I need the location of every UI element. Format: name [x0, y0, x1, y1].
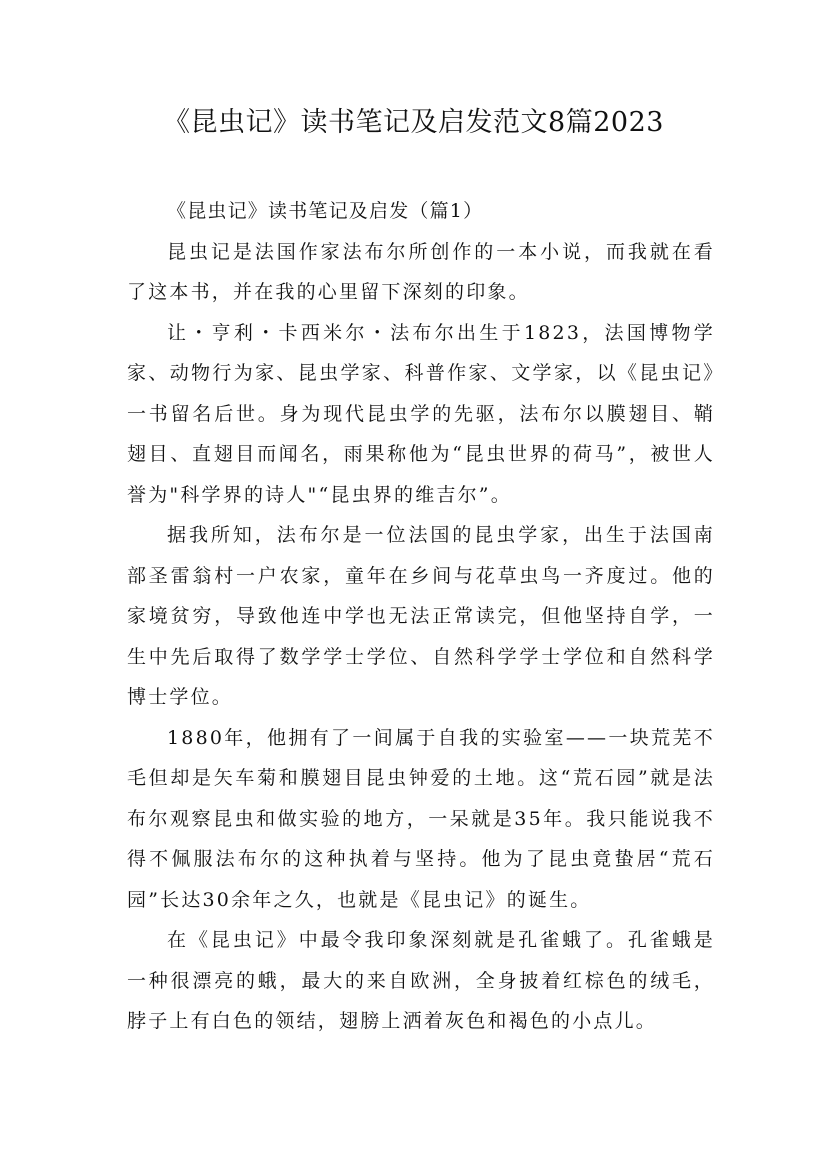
document-body — [127, 191, 715, 1042]
paragraph-5: 在《昆虫记》中最令我印象深刻就是孔雀蛾了。孔雀蛾是一种很漂亮的蛾，最大的来自欧洲，全身披着红棕色的绒毛，脖子上有白色的领结，翅膀上洒着灰色和褐色的小点儿。 — [127, 929, 715, 1032]
document-title: 《昆虫记》读书笔记及启发范文8篇2023 — [163, 107, 664, 138]
section-heading: 《昆虫记》读书笔记及启发（篇1） — [167, 200, 484, 222]
paragraph-2: 让・亨利・卡西米尔・法布尔出生于1823，法国博物学家、动物行为家、昆虫学家、科普作家、文学家，以《昆虫记》一书留名后世。身为现代昆虫学的先驱，法布尔以膜翅目、鞘翅目、直翅目而闻名，雨果称他为“昆虫世界的荷马”，被世人誉为"科学界的诗人"“昆虫界的维吉尔”。 — [127, 321, 715, 506]
paragraph-3: 据我所知，法布尔是一位法国的昆虫学家，出生于法国南部圣雷翁村一户农家，童年在乡间与花草虫鸟一齐度过。他的家境贫穷，导致他连中学也无法正常读完，但他坚持自学，一生中先后取得了数学学士学位、自然科学学士学位和自然科学博士学位。 — [127, 524, 715, 708]
paragraph-4: 1880年，他拥有了一间属于自我的实验室——一块荒芜不毛但却是矢车菊和膜翅目昆虫钟爱的土地。这“荒石园”就是法布尔观察昆虫和做实验的地方，一呆就是35年。我只能说我不得不佩服法布尔的这种执着与坚持。他为了昆虫竟蛰居“荒石园”长达30余年之久，也就是《昆虫记》的诞生。 — [127, 726, 715, 911]
paragraph-1: 昆虫记是法国作家法布尔所创作的一本小说，而我就在看了这本书，并在我的心里留下深刻的印象。 — [127, 240, 715, 303]
